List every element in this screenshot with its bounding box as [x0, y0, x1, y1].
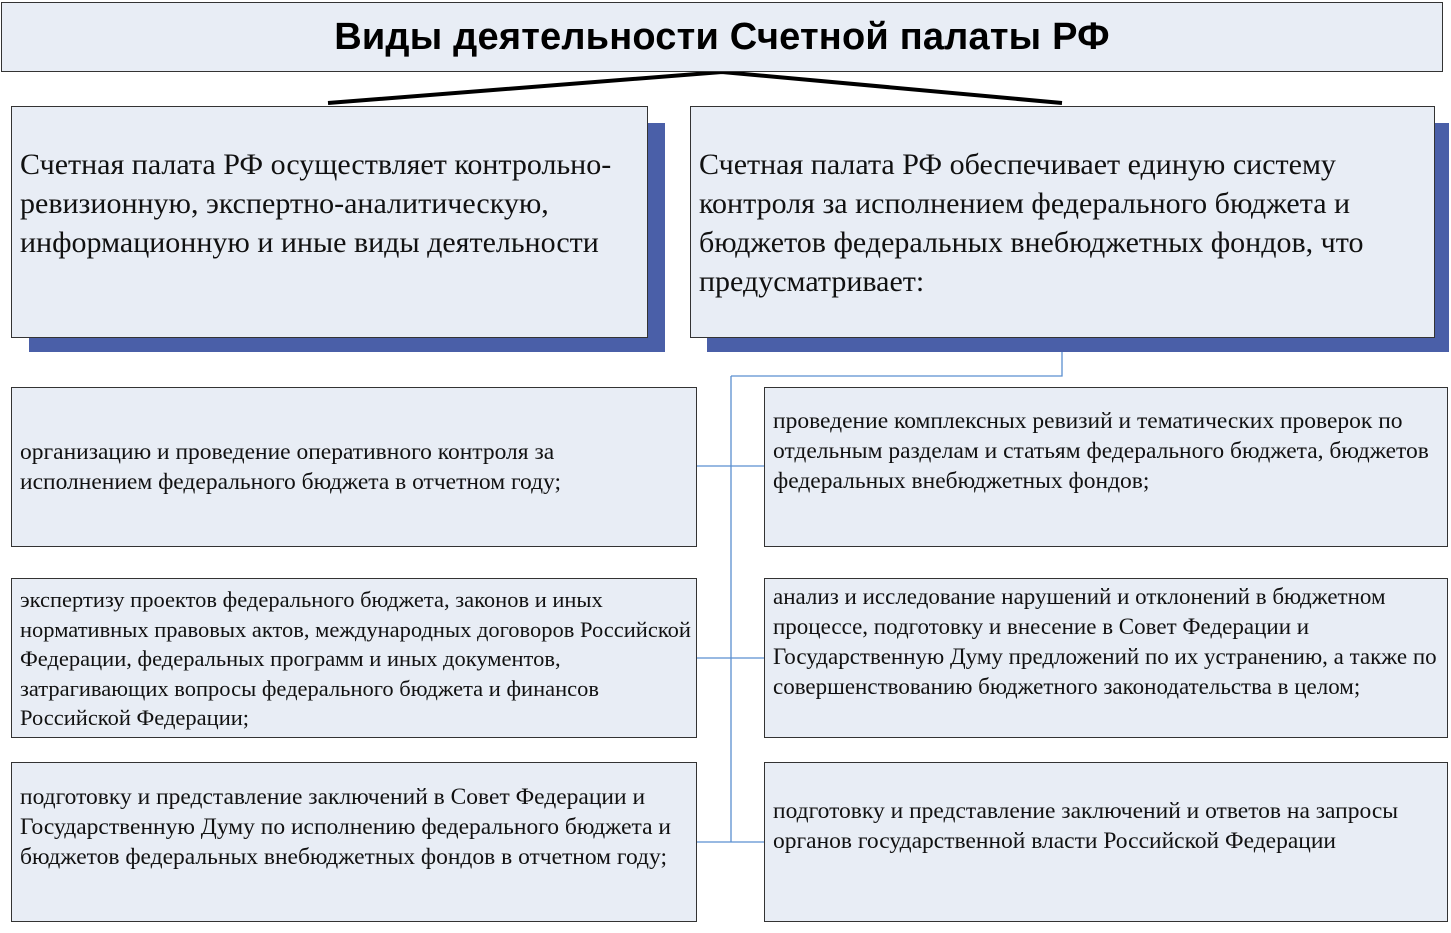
title-connector — [328, 72, 1062, 103]
left-item-1-text: организацию и проведение оперативного контроля за исполнением федерального бюджета в отчетном году; — [20, 439, 562, 495]
right-main-text: Счетная палата РФ обеспечивает единую систему контроля за исполнением федерального бюджета и бюджетов федеральных внебюджетных фондов, что предусматривает: — [699, 148, 1364, 298]
left-main-text: Счетная палата РФ осуществляет контрольно-ревизионную, экспертно-аналитическую, информационную и иные виды деятельности — [20, 148, 612, 259]
page-title: Виды деятельности Счетной палаты РФ — [334, 15, 1110, 58]
right-item-1 — [764, 387, 1448, 547]
right-item-3 — [764, 762, 1448, 922]
left-item-2 — [11, 578, 697, 738]
right-item-3-text: подготовку и представление заключений и ответов на запросы органов государственной власти Российской Федерации — [773, 798, 1399, 854]
left-item-1 — [11, 387, 697, 547]
title-box — [1, 2, 1443, 72]
left-item-2-text: экспертизу проектов федерального бюджета, законов и иных нормативных правовых актов, международных договоров Российской Федерации, федеральных программ и иных документов, затрагивающих вопросы федерального бюджета и финансов Российской Федерации; — [20, 587, 691, 730]
left-item-3-text: подготовку и представление заключений в Совет Федерации и Государственную Думу по исполнению федерального бюджета и бюджетов федеральных внебюджетных фондов в отчетном году; — [20, 784, 671, 870]
left-item-3 — [11, 762, 697, 922]
right-item-2 — [764, 578, 1448, 738]
right-item-1-text: проведение комплексных ревизий и тематических проверок по отдельным разделам и статьям федерального бюджета, бюджетов федеральных внебюджетных фондов; — [773, 408, 1429, 494]
right-main-box — [690, 106, 1435, 338]
left-main-box — [11, 106, 648, 338]
right-item-2-text: анализ и исследование нарушений и отклонений в бюджетном процессе, подготовку и внесение в Совет Федерации и Государственную Думу предложений по их устранению, а также по совершенствованию бюджетного законодательства в целом; — [773, 584, 1437, 699]
